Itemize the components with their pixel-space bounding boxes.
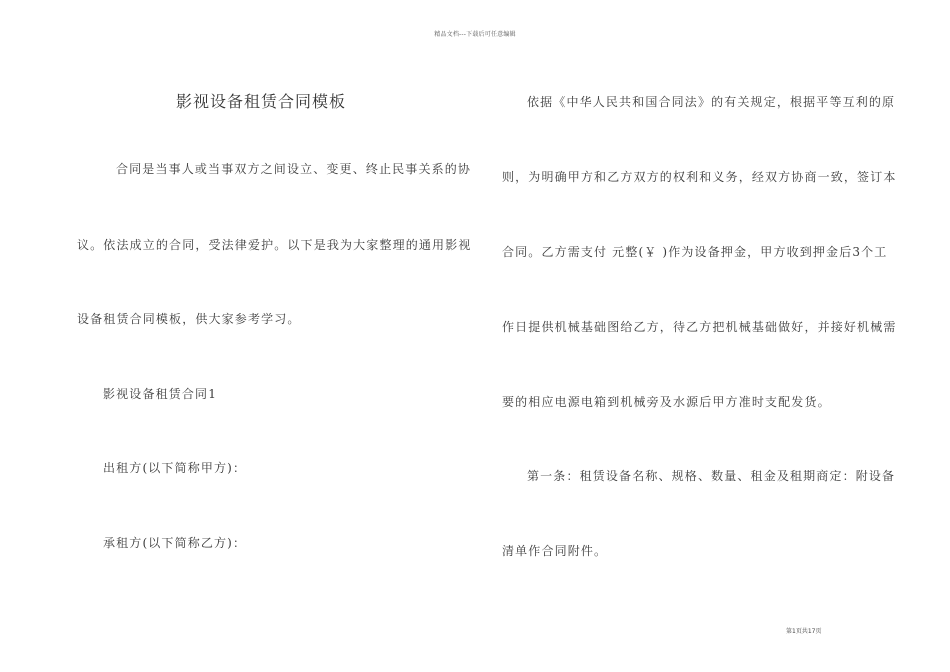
paragraph-line: 则，为明确甲方和乙方双方的权利和义务，经双方协商一致，签订本 xyxy=(502,170,897,184)
paragraph-line: 合同是当事人或当事双方之间设立、变更、终止民事关系的协 xyxy=(116,162,472,176)
paragraph-line: 依据《中华人民共和国合同法》的有关规定，根据平等互利的原 xyxy=(527,95,896,109)
section-heading: 影视设备租赁合同1 xyxy=(103,387,217,401)
paragraph-line: 作日提供机械基础图给乙方，待乙方把机械基础做好，并接好机械需 xyxy=(502,320,897,334)
page-number: 第1页共17页 xyxy=(786,628,822,635)
party-label-lessee: 承租方(以下简称乙方)： xyxy=(103,536,247,550)
paragraph-line: 议。依法成立的合同，受法律爱护。以下是我为大家整理的通用影视 xyxy=(77,238,472,252)
page-header: 精品文档---下载后可任意编辑 xyxy=(434,31,516,38)
paragraph-line: 要的相应电源电箱到机械旁及水源后甲方准时支配发货。 xyxy=(502,395,831,409)
document-title: 影视设备租赁合同模板 xyxy=(176,92,347,111)
article-one-line: 第一条：租赁设备名称、规格、数量、租金及租期商定：附设备 xyxy=(527,469,896,483)
party-label-lessor: 出租方(以下简称甲方)： xyxy=(103,461,247,475)
paragraph-line: 设备租赁合同模板，供大家参考学习。 xyxy=(77,312,301,326)
article-one-line: 清单作合同附件。 xyxy=(502,544,608,558)
paragraph-line: 合同。乙方需支付 元整(￥ )作为设备押金，甲方收到押金后3个工 xyxy=(502,245,888,259)
